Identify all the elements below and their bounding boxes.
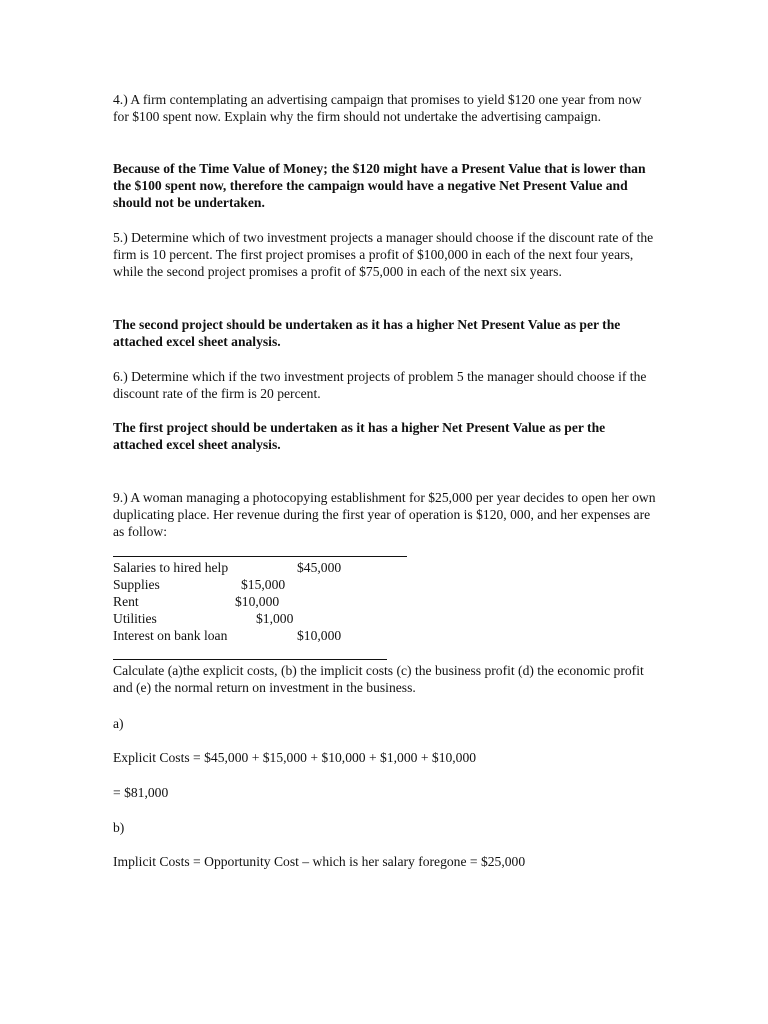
explicit-costs-formula: Explicit Costs = $45,000 + $15,000 + $10,000 + $1,000 + $10,000 bbox=[113, 750, 477, 765]
answer-5: The second project should be undertaken as it has a higher Net Present Value as per the attached excel sheet analysis. bbox=[113, 317, 621, 350]
implicit-costs-formula: Implicit Costs = Opportunity Cost – which is her salary foregone = $25,000 bbox=[113, 854, 526, 869]
expense-amount: $10,000 bbox=[235, 594, 280, 609]
question-4: 4.) A firm contemplating an advertising campaign that promises to yield $120 one year from now for $100 spent now. Explain why the firm should not undertake the advertising campaign. bbox=[113, 92, 642, 125]
expense-row bbox=[113, 627, 342, 644]
expense-row bbox=[113, 559, 342, 576]
table-bottom-rule bbox=[113, 659, 387, 660]
question-5: 5.) Determine which of two investment projects a manager should choose if the discount rate of the firm is 10 percent. The first project promises a profit of $100,000 in each of the next four years, while the second project promises a profit of $75,000 in each of the next six years. bbox=[113, 230, 654, 280]
expense-row bbox=[113, 593, 280, 610]
question-9-tasks: Calculate (a)the explicit costs, (b) the implicit costs (c) the business profit (d) the economic profit and (e) the normal return on investment in the business. bbox=[113, 663, 644, 696]
answer-4: Because of the Time Value of Money; the $120 might have a Present Value that is lower than the $100 spent now, therefore the campaign would have a negative Net Present Value and should not be undertaken. bbox=[113, 161, 646, 211]
expense-row bbox=[113, 610, 294, 627]
explicit-costs-result: = $81,000 bbox=[113, 785, 169, 800]
expense-amount: $15,000 bbox=[241, 577, 286, 592]
expense-row bbox=[113, 576, 286, 593]
expense-label: Rent bbox=[113, 594, 139, 609]
expense-amount: $10,000 bbox=[297, 628, 342, 643]
expense-amount: $45,000 bbox=[297, 560, 342, 575]
expense-label: Supplies bbox=[113, 577, 160, 592]
part-b-label: b) bbox=[113, 820, 125, 835]
expense-amount: $1,000 bbox=[256, 611, 294, 626]
question-6: 6.) Determine which if the two investment projects of problem 5 the manager should choose if the discount rate of the firm is 20 percent. bbox=[113, 369, 647, 402]
question-9: 9.) A woman managing a photocopying establishment for $25,000 per year decides to open her own duplicating place. Her revenue during the first year of operation is $120, 000, and her expenses are as follow: bbox=[113, 490, 656, 540]
expense-label: Salaries to hired help bbox=[113, 560, 229, 575]
table-top-rule bbox=[113, 556, 407, 557]
expense-label: Interest on bank loan bbox=[113, 628, 228, 643]
part-a-label: a) bbox=[113, 716, 124, 731]
answer-6: The first project should be undertaken as it has a higher Net Present Value as per the attached excel sheet analysis. bbox=[113, 420, 606, 453]
expense-label: Utilities bbox=[113, 611, 157, 626]
